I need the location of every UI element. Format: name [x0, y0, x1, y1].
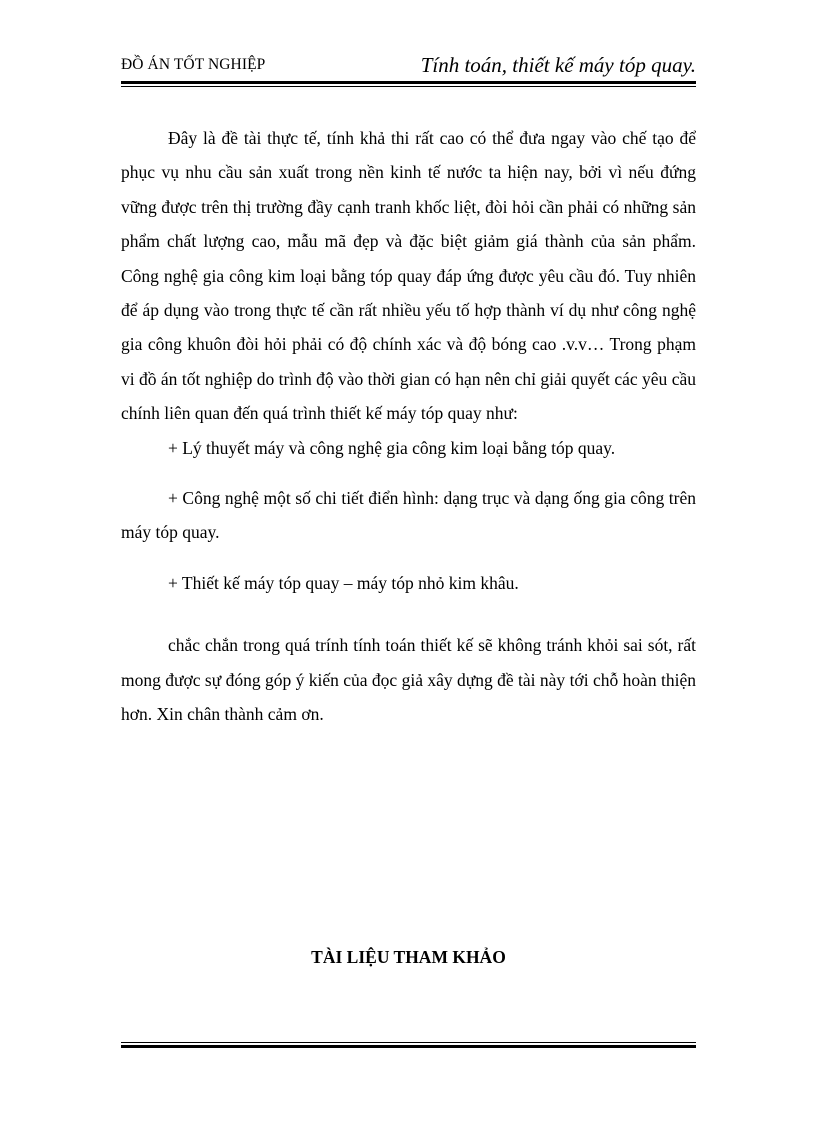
footer-rule-thin	[121, 1042, 696, 1043]
intro-paragraph: Đây là đề tài thực tế, tính khả thi rất cao có thể đưa ngay vào chế tạo để phục vụ nhu cầu sản xuất trong nền kinh tế nước ta hiện nay, bởi vì nếu đứng vững được trên thị trường đầy cạnh tranh khốc liệt, đòi hỏi cần phải có những sản phẩm chất lượng cao, mẫu mã đẹp và đặc biệt giảm giá thành của sản phẩm. Công nghệ gia công kim loại bằng tóp quay đáp ứng được yêu cầu đó. Tuy nhiên để áp dụng vào trong thực tế cần rất nhiều yếu tố hợp thành ví dụ như công nghệ gia công khuôn đòi hỏi phải có độ chính xác và độ bóng cao .v.v… Trong phạm vi đồ án tốt nghiệp do trình độ vào thời gian có hạn nên chỉ giải quyết các yêu cầu chính liên quan đến quá trình thiết kế máy tóp quay như:	[121, 128, 696, 424]
bullet-technology: + Công nghệ một số chi tiết điển hình: dạng trục và dạng ống gia công trên máy tóp quay.	[121, 488, 696, 543]
references-heading: TÀI LIỆU THAM KHẢO	[311, 947, 506, 967]
page-header	[121, 54, 696, 78]
header-rule-thin	[121, 86, 696, 87]
header-rule-thick	[121, 81, 696, 84]
bullet-theory: + Lý thuyết máy và công nghệ gia công kim loại bằng tóp quay.	[168, 437, 616, 458]
bullet-design: + Thiết kế máy tóp quay – máy tóp nhỏ kim khâu.	[168, 572, 519, 593]
closing-paragraph: chắc chắn trong quá trính tính toán thiết kế sẽ không tránh khỏi sai sót, rất mong được sự đóng góp ý kiến của đọc giả xây dựng đề tài này tới chỗ hoàn thiện hơn. Xin chân thành cảm ơn.	[121, 635, 696, 725]
body-text	[121, 121, 696, 732]
header-right-title: Tính toán, thiết kế máy tóp quay.	[420, 53, 696, 77]
footer-rule-thick	[121, 1045, 696, 1048]
header-left-title: ĐỒ ÁN TỐT NGHIỆP	[121, 56, 266, 73]
